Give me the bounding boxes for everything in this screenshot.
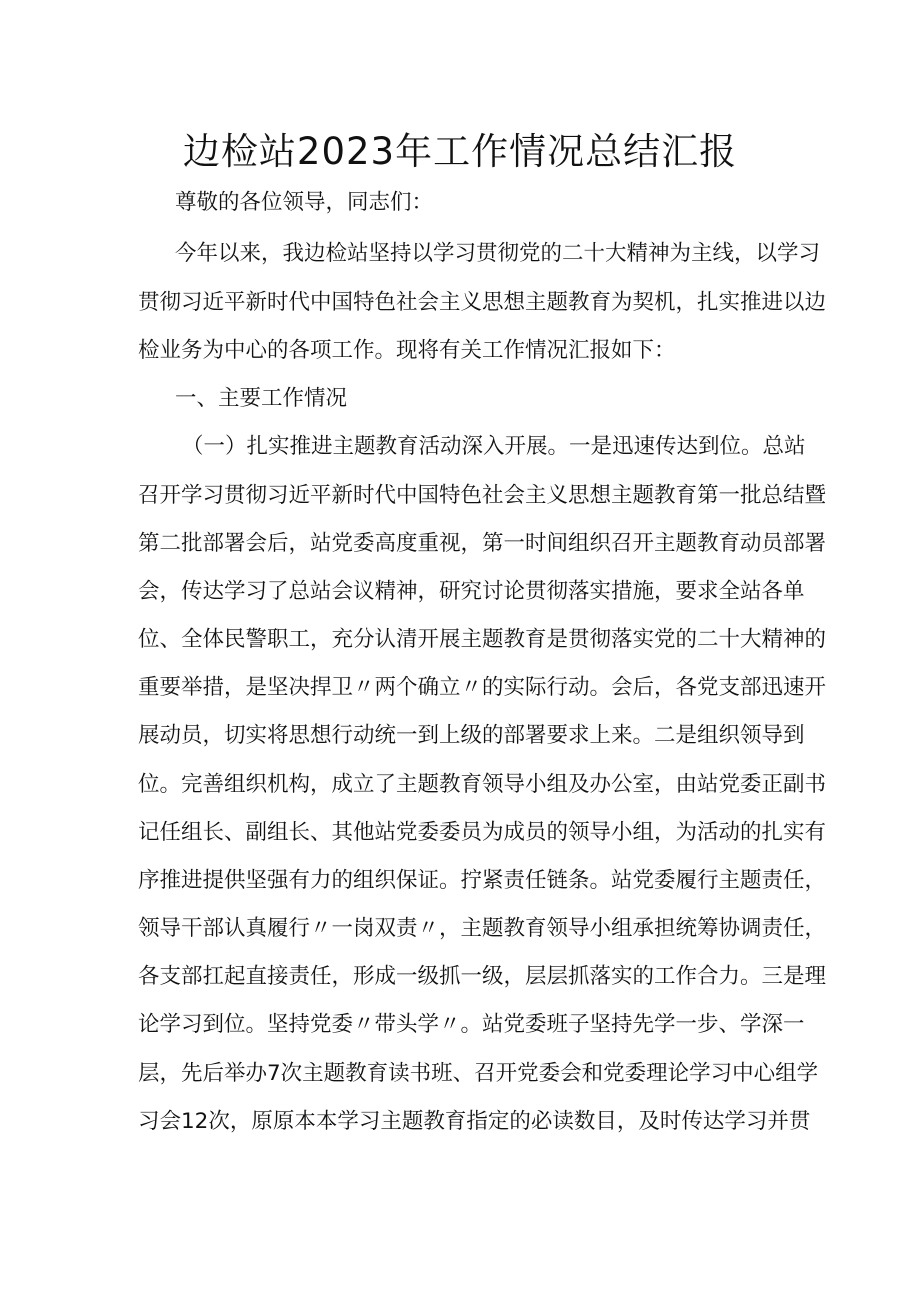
salutation: 尊敬的各位领导，同志们： [175, 190, 434, 215]
paragraph-line: 各支部扛起直接责任，形成一级抓一级，层层抓落实的工作合力。三是理 [138, 964, 827, 989]
paragraph-line: 今年以来，我边检站坚持以学习贯彻党的二十大精神为主线，以学习 [175, 241, 821, 266]
paragraph-line: 记任组长、副组长、其他站党委委员为成员的领导小组，为活动的扎实有 [138, 820, 827, 845]
paragraph-line: 序推进提供坚强有力的组织保证。拧紧责任链条。站党委履行主题责任， [138, 868, 827, 893]
document-title: 边检站2023年工作情况总结汇报 [182, 130, 738, 173]
paragraph-line: 展动员，切实将思想行动统一到上级的部署要求上来。二是组织领导到 [138, 723, 805, 748]
paragraph-line: 检业务为中心的各项工作。现将有关工作情况汇报如下： [138, 338, 676, 363]
paragraph-line: 重要举措，是坚决捍卫〃两个确立〃的实际行动。会后，各党支部迅速开 [138, 675, 827, 700]
paragraph-line: 论学习到位。坚持党委〃带头学〃。站党委班子坚持先学一步、学深一 [138, 1012, 805, 1037]
paragraph-line: 领导干部认真履行〃一岗双责〃，主题教育领导小组承担统筹协调责任， [138, 916, 827, 941]
paragraph-line: （一）扎实推进主题教育活动深入开展。一是迅速传达到位。总站 [182, 434, 806, 459]
paragraph-line: 层，先后举办7次主题教育读书班、召开党委会和党委理论学习中心组学 [138, 1061, 819, 1086]
paragraph-line: 召开学习贯彻习近平新时代中国特色社会主义思想主题教育第一批总结暨 [138, 483, 827, 508]
paragraph-line: 第二批部署会后，站党委高度重视，第一时间组织召开主题教育动员部署 [138, 531, 827, 556]
section-heading: 一、主要工作情况 [175, 386, 348, 411]
paragraph-line: 位。完善组织机构，成立了主题教育领导小组及办公室，由站党委正副书 [138, 772, 827, 797]
paragraph-line: 位、全体民警职工，充分认清开展主题教育是贯彻落实党的二十大精神的 [138, 627, 827, 652]
paragraph-line: 会，传达学习了总站会议精神，研究讨论贯彻落实措施，要求全站各单 [138, 579, 805, 604]
paragraph-line: 习会12次，原原本本学习主题教育指定的必读数目，及时传达学习并贯 [138, 1109, 811, 1134]
paragraph-line: 贯彻习近平新时代中国特色社会主义思想主题教育为契机，扎实推进以边 [138, 290, 827, 315]
